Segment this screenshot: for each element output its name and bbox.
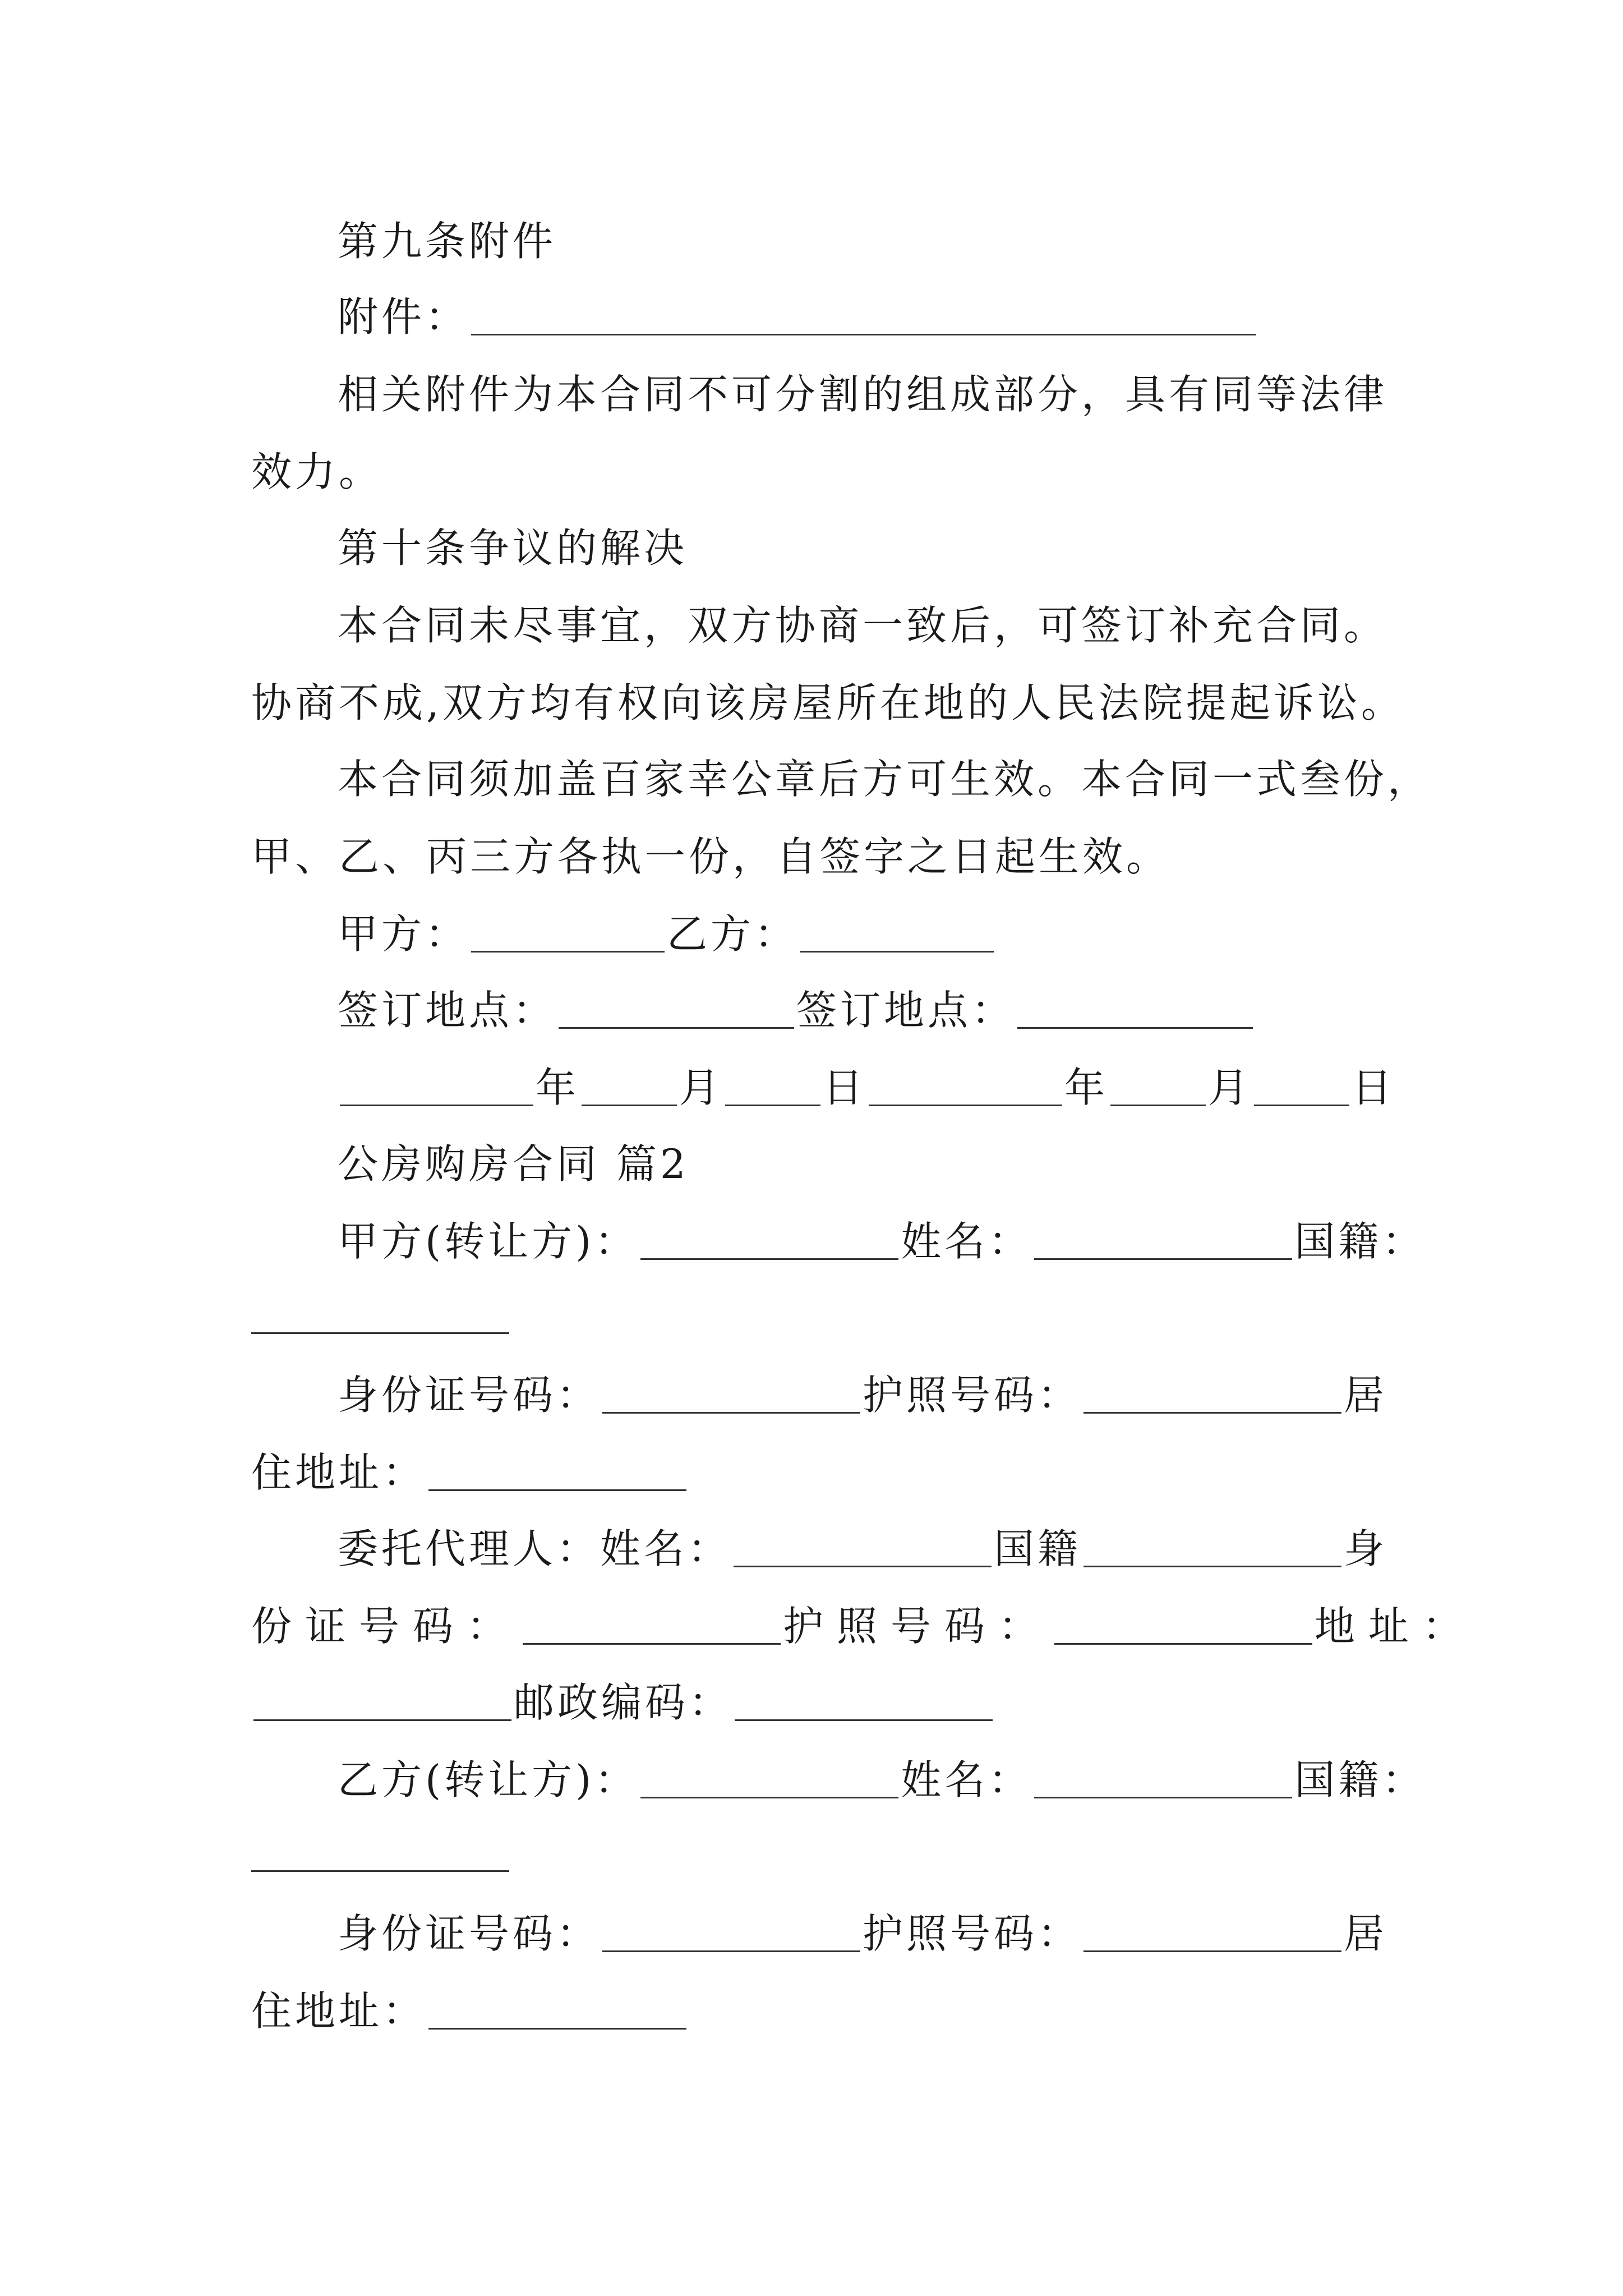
- article-10-text-3: 本合同须加盖百家幸公章后方可生效。本合同一式叁份，: [338, 756, 1432, 803]
- month-a-blank[interactable]: [582, 1071, 677, 1106]
- party-a-signature-blank[interactable]: [471, 917, 665, 953]
- year-a-blank[interactable]: [340, 1071, 533, 1106]
- article-10-text-2: 协商不成,双方均有权向该房屋所在地的人民法院提起诉讼。: [251, 679, 1405, 726]
- signature-parties-line: 甲方： 乙方：: [338, 903, 996, 965]
- attachment-blank[interactable]: [471, 300, 1256, 335]
- agent-postcode-blank[interactable]: [735, 1686, 993, 1721]
- place-b-blank[interactable]: [1017, 993, 1253, 1029]
- day-b-blank[interactable]: [1254, 1071, 1349, 1106]
- signature-place-line: 签订地点： 签订地点：: [338, 979, 1255, 1041]
- party-a-line: 甲方(转让方)： 姓名： 国籍：: [338, 1218, 1426, 1265]
- party-b-nationality-blank[interactable]: [251, 1870, 509, 1872]
- agent-id-blank[interactable]: [523, 1609, 781, 1645]
- party-a-id-line: 身份证号码： 护照号码： 居: [338, 1372, 1388, 1419]
- party-b-name-blank[interactable]: [1034, 1763, 1292, 1798]
- agent-passport-blank[interactable]: [1054, 1609, 1312, 1645]
- party-a-id-blank[interactable]: [602, 1378, 860, 1414]
- place-a-blank[interactable]: [559, 993, 794, 1029]
- month-b-blank[interactable]: [1110, 1071, 1206, 1106]
- party-a-blank[interactable]: [640, 1225, 898, 1260]
- agent-line: 委托代理人：姓名： 国籍 身: [338, 1525, 1388, 1572]
- article-10-text-1: 本合同未尽事宜，双方协商一致后，可签订补充合同。: [338, 602, 1388, 649]
- agent-postcode-line: 邮政编码：: [251, 1672, 995, 1733]
- article-9-title: 第九条附件: [338, 218, 557, 265]
- signature-date-line: 年 月 日 年 月 日: [338, 1057, 1395, 1119]
- party-a-passport-blank[interactable]: [1083, 1378, 1341, 1414]
- article-9-text-2: 效力。: [251, 448, 383, 495]
- party-b-line: 乙方(转让方)： 姓名： 国籍：: [338, 1756, 1426, 1803]
- article-10-title: 第十条争议的解决: [338, 524, 688, 572]
- party-a-name-blank[interactable]: [1034, 1225, 1292, 1260]
- party-b-passport-blank[interactable]: [1083, 1917, 1341, 1952]
- agent-id-line: 份证号码： 护照号码： 地址：: [251, 1603, 1477, 1650]
- contract-2-heading: 公房购房合同 篇2: [338, 1140, 689, 1188]
- party-b-id-blank[interactable]: [602, 1917, 860, 1952]
- year-b-blank[interactable]: [869, 1071, 1062, 1106]
- attachment-line: 附件：: [338, 286, 1258, 348]
- party-b-id-line: 身份证号码： 护照号码： 居: [338, 1910, 1388, 1957]
- agent-name-blank[interactable]: [734, 1532, 992, 1567]
- day-a-blank[interactable]: [725, 1071, 820, 1106]
- party-a-nationality-blank[interactable]: [251, 1332, 509, 1334]
- article-9-text-1: 相关附件为本合同不可分割的组成部分，具有同等法律: [338, 371, 1388, 418]
- party-b-address-blank[interactable]: [428, 1994, 686, 2030]
- agent-address-blank[interactable]: [253, 1686, 511, 1721]
- party-b-blank[interactable]: [640, 1763, 898, 1798]
- article-10-text-4: 甲、乙、丙三方各执一份，自签字之日起生效。: [251, 833, 1170, 880]
- party-a-address-line: 住地址：: [251, 1442, 689, 1503]
- agent-nationality-blank[interactable]: [1083, 1532, 1341, 1567]
- party-b-signature-blank[interactable]: [800, 917, 994, 953]
- party-a-address-blank[interactable]: [428, 1456, 686, 1491]
- party-b-address-line: 住地址：: [251, 1980, 689, 2042]
